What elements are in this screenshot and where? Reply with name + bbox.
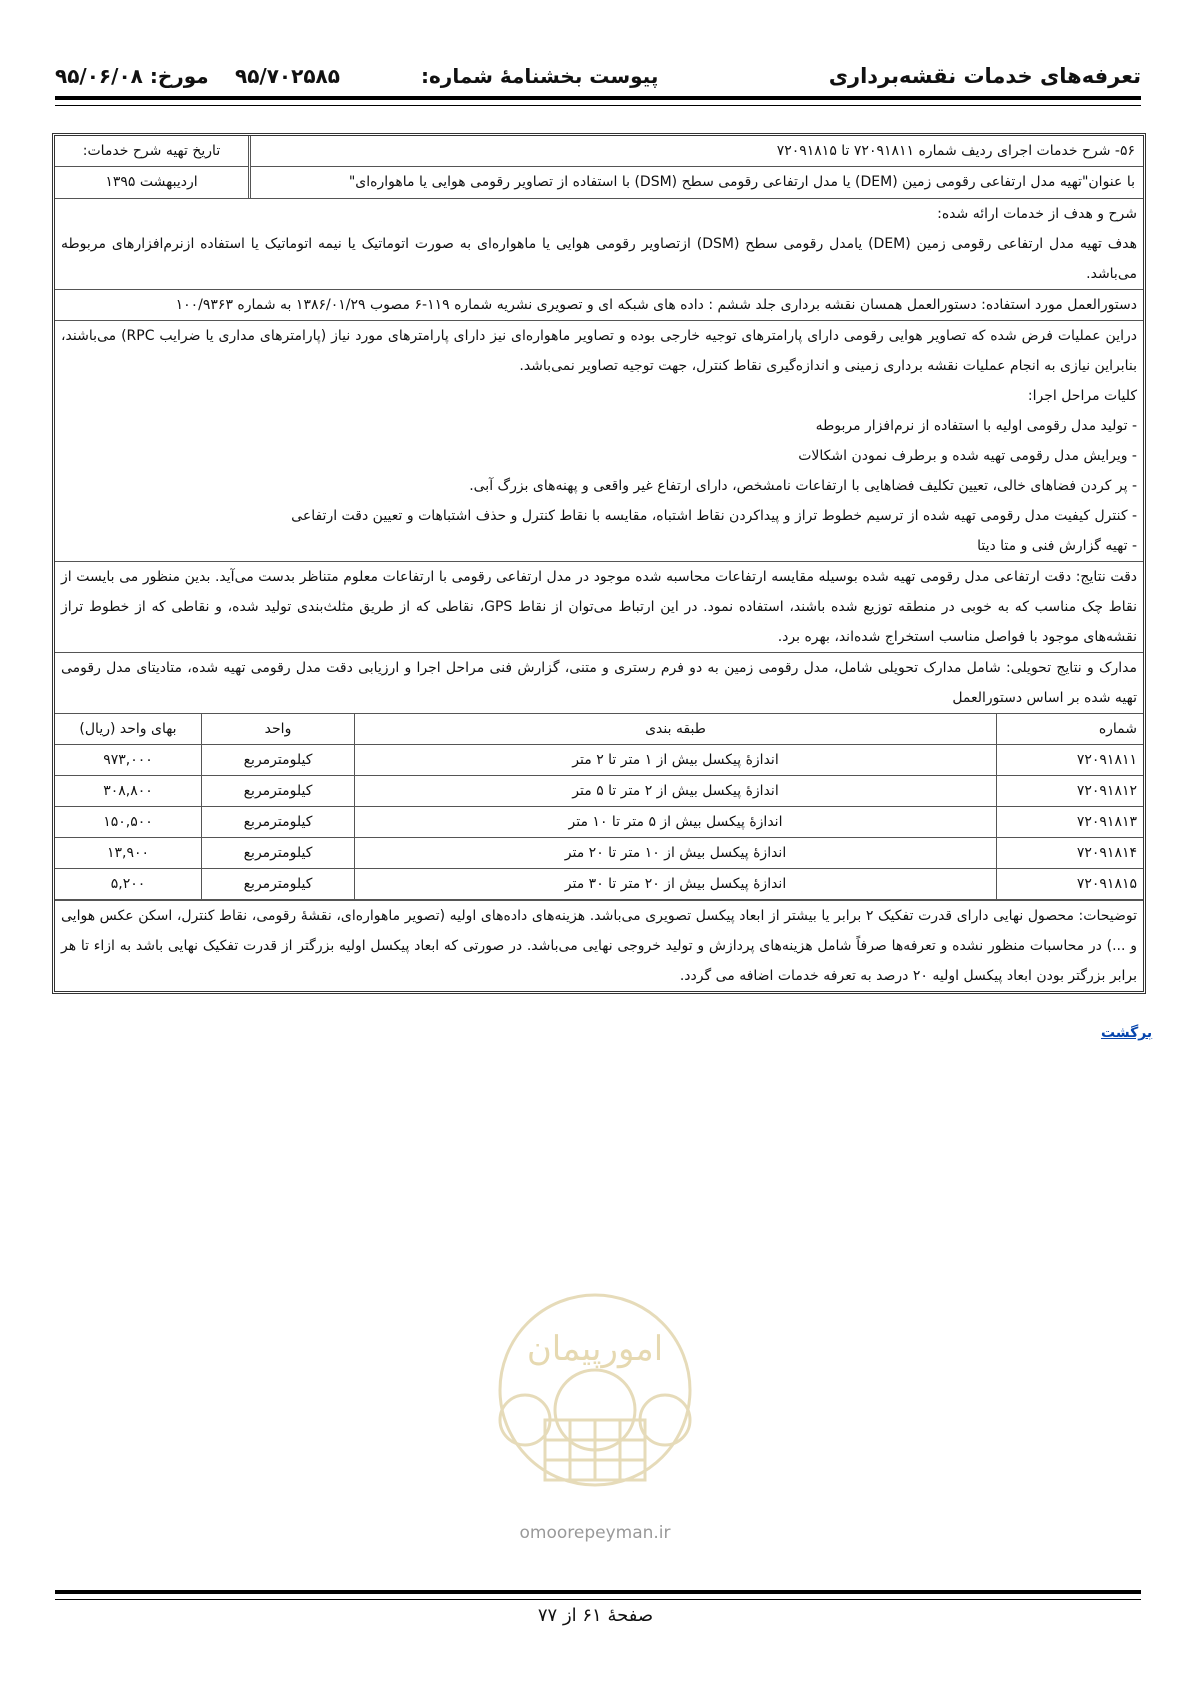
- header-unit: واحد: [202, 714, 355, 745]
- price-table-wrap: [55, 714, 1143, 901]
- header-code: شماره: [997, 714, 1144, 745]
- service-title-row: [55, 136, 1143, 199]
- row-classification: اندازهٔ پیکسل بیش از ۱۰ متر تا ۲۰ متر: [355, 838, 997, 869]
- row-unit: کیلومترمربع: [202, 838, 355, 869]
- price-table: [55, 714, 1143, 900]
- document-title: تعرفه‌های خدمات نقشه‌برداری: [828, 64, 1141, 88]
- header-classification: طبقه بندی: [355, 714, 997, 745]
- accuracy-text: دقت نتایج: دقت ارتفاعی مدل رقومی تهیه شده بوسیله مقایسه ارتفاعات محاسبه شده موجود در مدل ارتفاعی رقومی با ارتفاعات معلوم متناظر بدست می‌آید. بدین منظور می بایست از نقاط چک مناسب که به خوبی در منطقه توزیع شده باشند، استفاده نمود. در این ارتباط می‌توان از نقاط GPS، نقاطی که از طریق مثلث‌بندی تولید شده، و نقاطی که از خطوط تراز نقشه‌های موجود با فواصل مناسب استخراج شده‌اند، بهره برد.: [61, 569, 1137, 645]
- service-table: [52, 133, 1146, 994]
- row-code: ۷۲۰۹۱۸۱۴: [997, 838, 1144, 869]
- table-row: [55, 745, 1143, 776]
- circular-number: ۹۵/۷۰۲۵۸۵: [235, 64, 340, 88]
- notes-text: توضیحات: محصول نهایی دارای قدرت تفکیک ۲ برابر یا بیشتر از ابعاد پیکسل تصویری می‌باشد. هزینه‌های داده‌های اولیه (تصویر ماهواره‌ای، نقشهٔ رقومی، نقاط کنترل، اسکن عکس هوایی و ...) در محاسبات منظور نشده و تعرفه‌ها صرفاً شامل هزینه‌های پردازش و تولید خروجی نهایی می‌باشد. در صورتی که ابعاد پیکسل اولیه بزرگتر از قدرت تفکیک نهایی باشد به ازاء تا هر برابر بزرگتر بودن ابعاد پیکسل اولیه ۲۰ درصد به تعرفه خدمات اضافه می گردد.: [61, 908, 1137, 984]
- goal-title: شرح و هدف از خدمات ارائه شده:: [937, 206, 1137, 222]
- row-price: ۱۳,۹۰۰: [55, 838, 202, 869]
- assume-text: دراین عملیات فرض شده که تصاویر هوایی رقومی دارای پارامترهای توجیه خارجی بوده و تصاویر ماهواره‌ای نیز دارای پارامترهای مورد نیاز (پارامترهای مداری یا ضرایب RPC) می‌باشند، بنابراین نیازی به انجام عملیات نقشه برداری زمینی و اندازه‌گیری نقاط کنترل، جهت توجیه تصاویر نمی‌باشد.: [61, 328, 1137, 374]
- row-unit: کیلومترمربع: [202, 807, 355, 838]
- table-row: [55, 869, 1143, 900]
- table-row: [55, 807, 1143, 838]
- row-unit: کیلومترمربع: [202, 745, 355, 776]
- row-code: ۷۲۰۹۱۸۱۳: [997, 807, 1144, 838]
- standard-text: دستورالعمل مورد استفاده: دستورالعمل همسان نقشه برداری جلد ششم : داده های شبکه ای و تصویری نشریه شماره ۱۱۹-۶ مصوب ۱۳۸۶/۰۱/۲۹ به شماره ۱۰۰/۹۳۶۳: [175, 297, 1137, 313]
- standard-section: [55, 290, 1143, 321]
- goal-section: [55, 199, 1143, 290]
- row-price: ۹۷۳,۰۰۰: [55, 745, 202, 776]
- circular-date: مورخ: ۹۵/۰۶/۰۸: [55, 64, 209, 88]
- row-code: ۷۲۰۹۱۸۱۵: [997, 869, 1144, 900]
- steps-title: کلیات مراحل اجرا:: [1027, 388, 1137, 404]
- step-item: - ویرایش مدل رقومی تهیه شده و برطرف نمودن اشکالات: [798, 448, 1137, 464]
- row-price: ۳۰۸,۸۰۰: [55, 776, 202, 807]
- date-value: اردیبهشت ۱۳۹۵: [105, 174, 198, 190]
- row-unit: کیلومترمربع: [202, 869, 355, 900]
- service-line-1: ۵۶- شرح خدمات اجرای ردیف شماره ۷۲۰۹۱۸۱۱ تا ۷۲۰۹۱۸۱۵: [251, 136, 1143, 167]
- back-link[interactable]: برگشت: [1101, 1025, 1153, 1041]
- watermark-seal-icon: [470, 1280, 720, 1550]
- footer-rule: [55, 1590, 1141, 1600]
- step-item: - تولید مدل رقومی اولیه با استفاده از نرم‌افزار مربوطه: [815, 418, 1137, 434]
- row-classification: اندازهٔ پیکسل بیش از ۲۰ متر تا ۳۰ متر: [355, 869, 997, 900]
- deliverables-text: مدارک و نتایج تحویلی: شامل مدارک تحویلی شامل، مدل رقومی زمین به دو فرم رستری و متنی، گزارش فنی مراحل اجرا و ارزیابی دقت مدل رقومی تهیه شده، متادیتای مدل رقومی تهیه شده بر اساس دستورالعمل: [61, 660, 1137, 706]
- date-heading: تاریخ تهیه شرح خدمات:: [55, 136, 248, 167]
- step-item: - کنترل کیفیت مدل رقومی تهیه شده از ترسیم خطوط تراز و پیداکردن نقاط اشتباه، مقایسه با نقاط کنترل و حذف اشتباهات و تعیین دقت ارتفاعی: [291, 508, 1137, 524]
- row-price: ۵,۲۰۰: [55, 869, 202, 900]
- row-classification: اندازهٔ پیکسل بیش از ۲ متر تا ۵ متر: [355, 776, 997, 807]
- service-line-2: با عنوان"تهیه مدل ارتفاعی رقومی زمین (DEM) یا مدل ارتفاعی رقومی سطح (DSM) با استفاده از تصاویر رقومی هوایی یا ماهواره‌ای": [348, 174, 1135, 190]
- step-item: - پر کردن فضاهای خالی، تعیین تکلیف فضاهایی با ارتفاعات نامشخص، دارای ارتفاع غیر واقعی و پهنه‌های بزرگ آبی.: [469, 478, 1137, 494]
- notes-section: [55, 901, 1143, 991]
- page-number: صفحهٔ ۶۱ از ۷۷: [537, 1605, 654, 1626]
- step-item: - تهیه گزارش فنی و متا دیتا: [977, 538, 1137, 554]
- accuracy-section: [55, 562, 1143, 653]
- row-classification: اندازهٔ پیکسل بیش از ۵ متر تا ۱۰ متر: [355, 807, 997, 838]
- goal-text: هدف تهیه مدل ارتفاعی رقومی زمین (DEM) یامدل رقومی سطح (DSM) ازتصاویر رقومی هوایی یا ماهواره‌ای به صورت اتوماتیک یا نیمه اتوماتیک یا استفاده ازنرم‌افزارهای مربوطه می‌باشد.: [61, 236, 1137, 282]
- deliverables-section: [55, 653, 1143, 714]
- attachment-label: پیوست بخشنامهٔ شماره:: [421, 64, 659, 88]
- table-row: [55, 776, 1143, 807]
- watermark-site: omoorepeyman.ir: [519, 1523, 671, 1543]
- row-code: ۷۲۰۹۱۸۱۱: [997, 745, 1144, 776]
- row-unit: کیلومترمربع: [202, 776, 355, 807]
- table-header-row: [55, 714, 1143, 745]
- header-rule: [55, 96, 1141, 106]
- watermark-logo-text: امورپیمان: [526, 1329, 664, 1369]
- header-price: بهای واحد (ریال): [55, 714, 202, 745]
- procedure-section: [55, 321, 1143, 562]
- row-classification: اندازهٔ پیکسل بیش از ۱ متر تا ۲ متر: [355, 745, 997, 776]
- row-code: ۷۲۰۹۱۸۱۲: [997, 776, 1144, 807]
- row-price: ۱۵۰,۵۰۰: [55, 807, 202, 838]
- page-header: [55, 52, 1141, 92]
- table-row: [55, 838, 1143, 869]
